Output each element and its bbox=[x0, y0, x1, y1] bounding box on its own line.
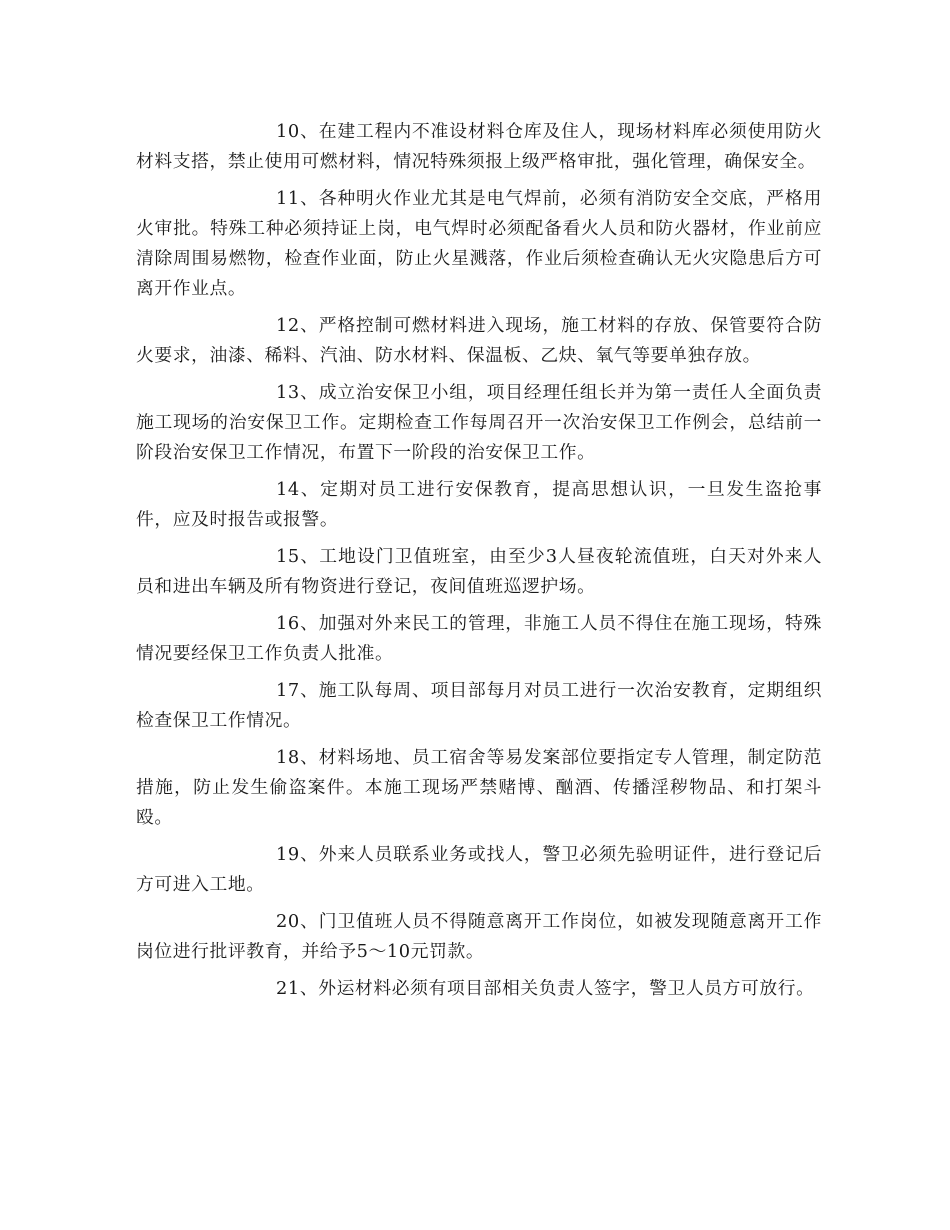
document-body bbox=[136, 117, 822, 1011]
paragraph-20: 20、门卫值班人员不得随意离开工作岗位，如被发现随意离开工作岗位进行批评教育，并给予5～10元罚款。 bbox=[136, 911, 822, 962]
paragraph-16: 16、加强对外来民工的管理，非施工人员不得住在施工现场，特殊情况要经保卫工作负责人批准。 bbox=[136, 613, 822, 664]
paragraph-19: 19、外来人员联系业务或找人，警卫必须先验明证件，进行登记后方可进入工地。 bbox=[136, 844, 822, 895]
paragraph-21: 21、外运材料必须有项目部相关负责人签字，警卫人员方可放行。 bbox=[276, 978, 815, 999]
paragraph-12: 12、严格控制可燃材料进入现场，施工材料的存放、保管要符合防火要求，油漆、稀料、汽油、防水材料、保温板、乙炔、氧气等要单独存放。 bbox=[136, 315, 822, 366]
paragraph-15: 15、工地设门卫值班室，由至少3人昼夜轮流值班，白天对外来人员和进出车辆及所有物资进行登记，夜间值班巡逻护场。 bbox=[136, 546, 822, 597]
paragraph-17: 17、施工队每周、项目部每月对员工进行一次治安教育，定期组织检查保卫工作情况。 bbox=[136, 680, 822, 731]
paragraph-13: 13、成立治安保卫小组，项目经理任组长并为第一责任人全面负责施工现场的治安保卫工作。定期检查工作每周召开一次治安保卫工作例会，总结前一阶段治安保卫工作情况，布置下一阶段的治安保卫工作。 bbox=[136, 382, 822, 463]
paragraph-11: 11、各种明火作业尤其是电气焊前，必须有消防安全交底，严格用火审批。特殊工种必须持证上岗，电气焊时必须配备看火人员和防火器材，作业前应清除周围易燃物，检查作业面，防止火星溅落，作业后须检查确认无火灾隐患后方可离开作业点。 bbox=[136, 188, 822, 299]
paragraph-14: 14、定期对员工进行安保教育，提高思想认识，一旦发生盗抢事件，应及时报告或报警。 bbox=[136, 479, 822, 530]
paragraph-18: 18、材料场地、员工宿舍等易发案部位要指定专人管理，制定防范措施，防止发生偷盗案件。本施工现场严禁赌博、酗酒、传播淫秽物品、和打架斗殴。 bbox=[136, 747, 822, 828]
paragraph-10: 10、在建工程内不准设材料仓库及住人，现场材料库必须使用防火材料支搭，禁止使用可燃材料，情况特殊须报上级严格审批，强化管理，确保安全。 bbox=[136, 121, 822, 172]
